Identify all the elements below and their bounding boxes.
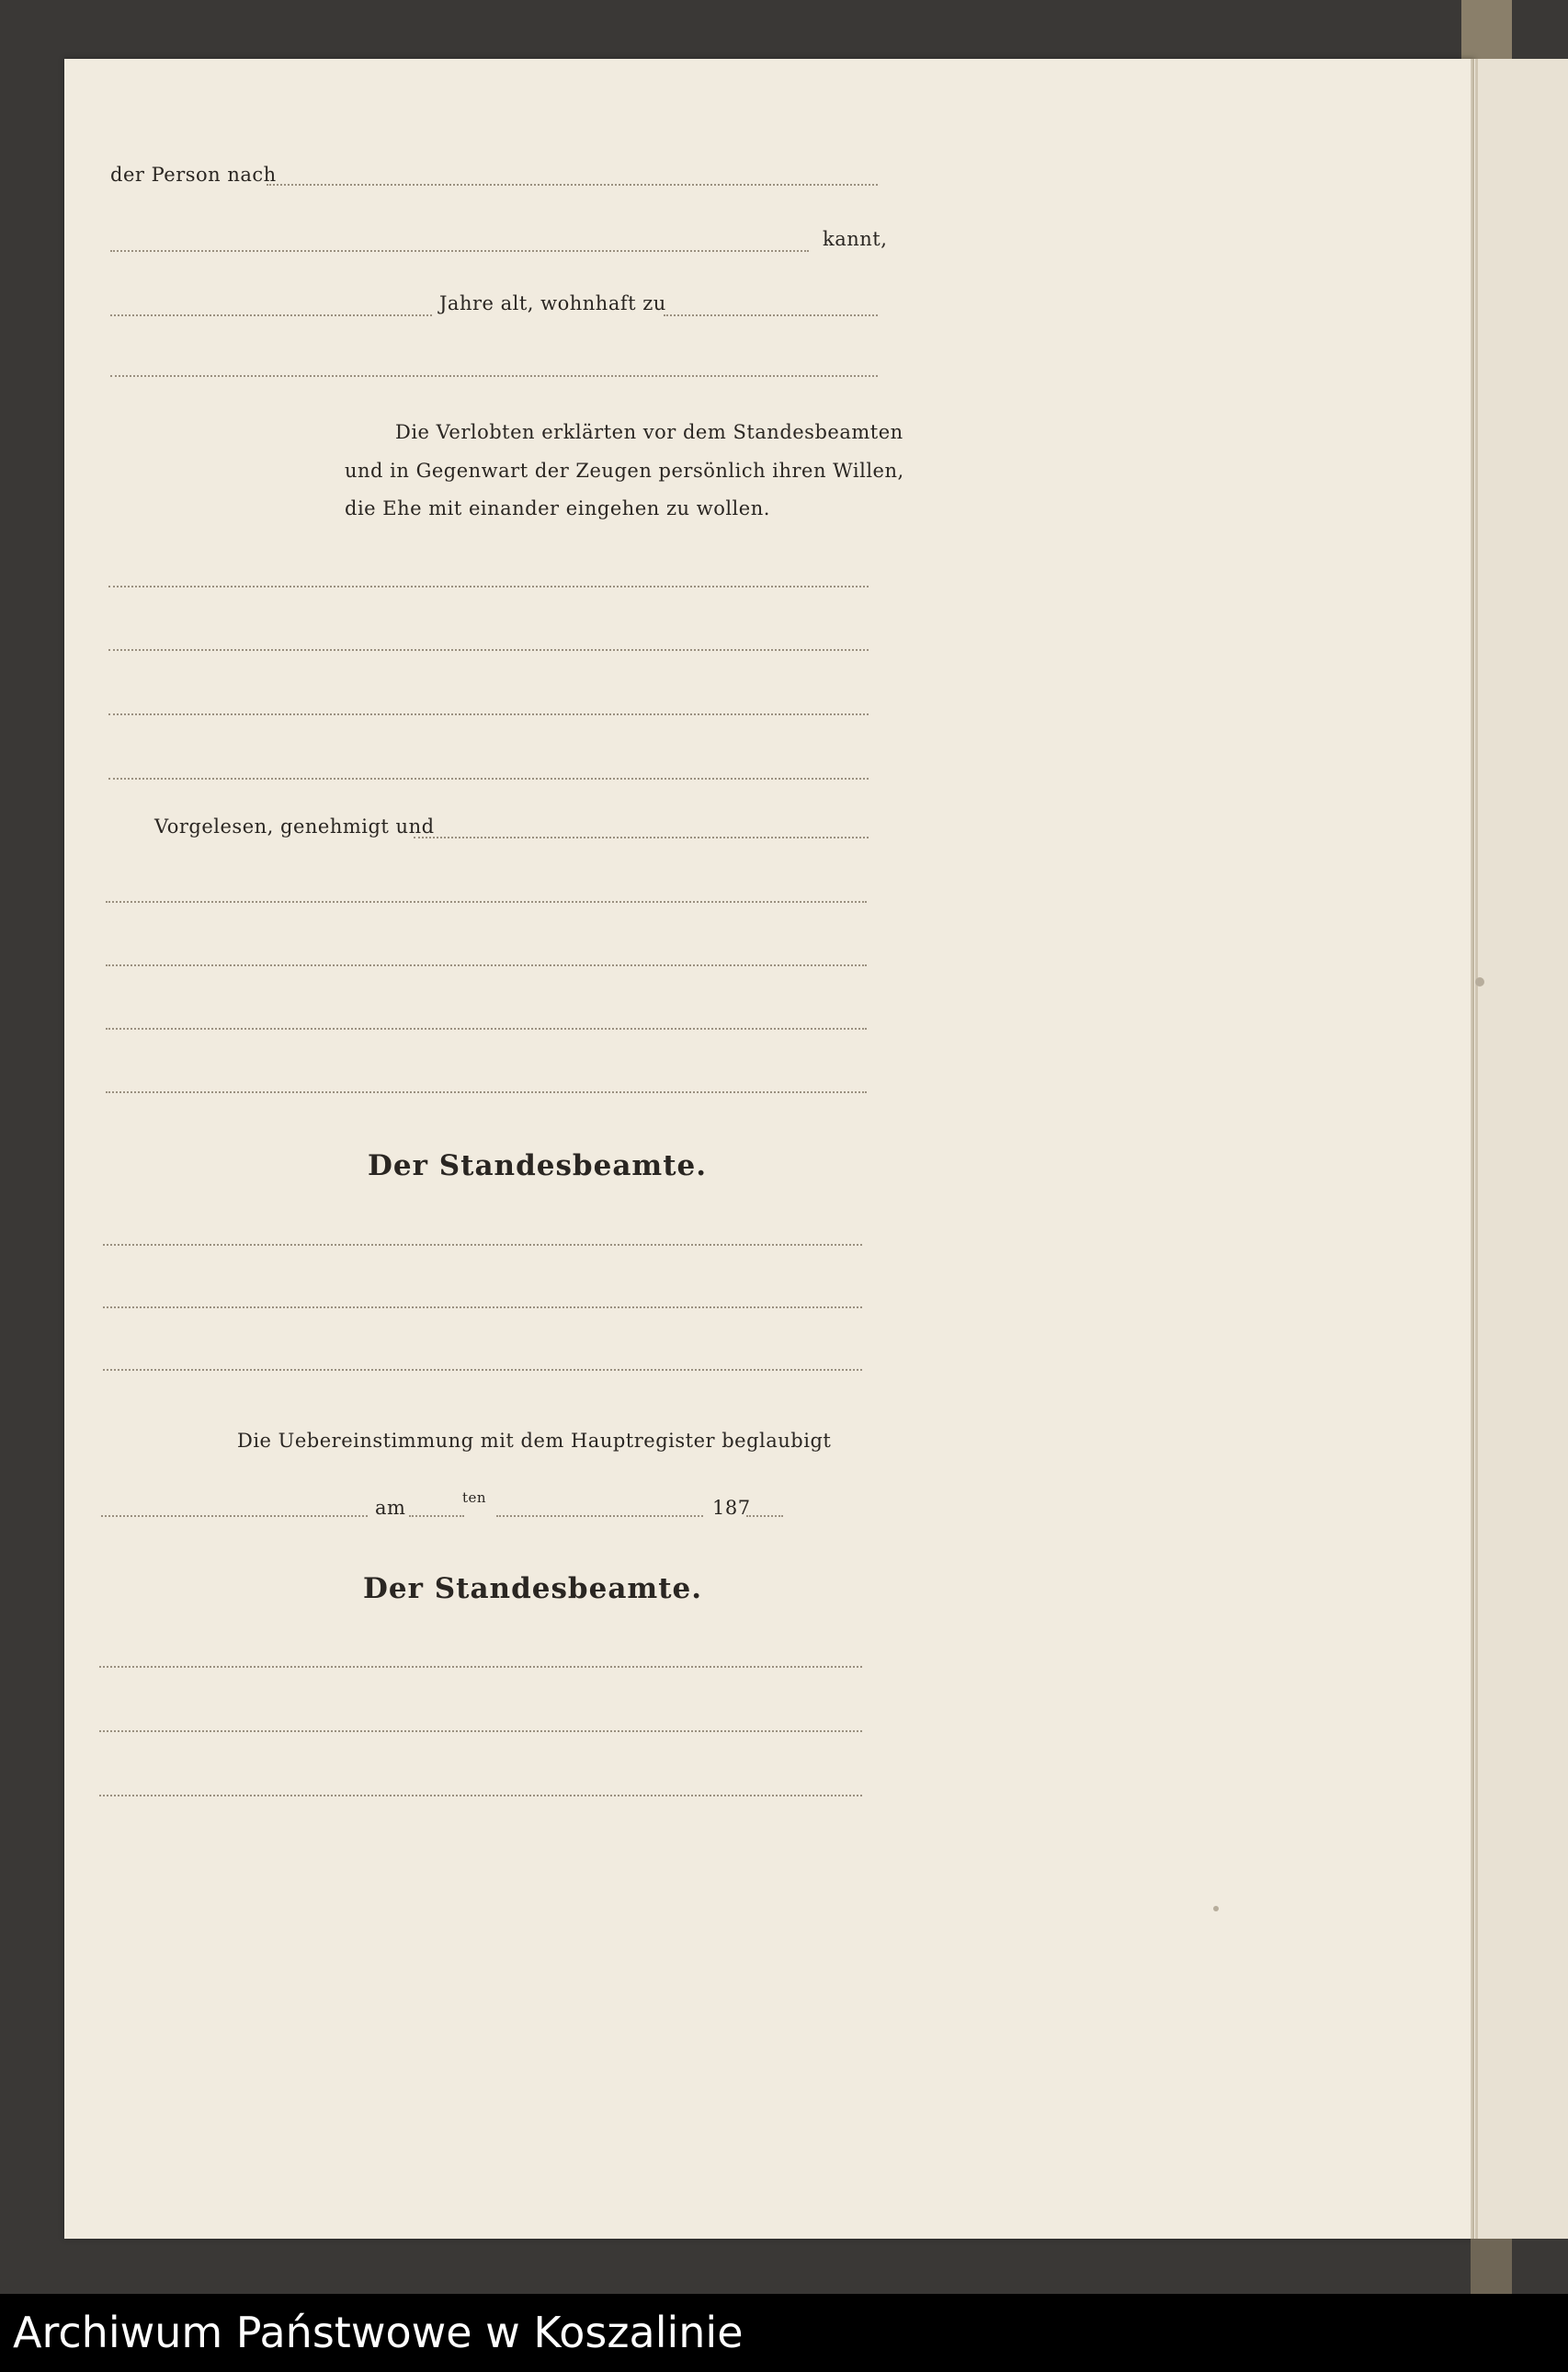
facing-page-strip (1475, 59, 1568, 2239)
kannt-line (110, 250, 809, 252)
registrar-signature-line (99, 1795, 862, 1796)
month-line (496, 1515, 703, 1517)
paper-spot (1213, 1906, 1219, 1911)
blank-line (108, 586, 869, 587)
blank-line (110, 375, 878, 377)
registrar-signature-line (99, 1730, 862, 1732)
kannt-label: kannt, (823, 228, 888, 250)
age-line (110, 314, 432, 316)
registrar-heading-2: Der Standesbeamte. (363, 1572, 703, 1605)
certification-text: Die Uebereinstimmung mit dem Hauptregister beglaubigt (237, 1430, 832, 1452)
registrar-signature-line (103, 1306, 862, 1308)
signature-line (106, 1091, 867, 1093)
declaration-line-3: die Ehe mit einander eingehen zu wollen. (345, 497, 770, 519)
registrar-signature-line (99, 1666, 862, 1668)
day-line (409, 1515, 464, 1517)
person-label: der Person nach (110, 164, 277, 186)
residence-line (664, 314, 878, 316)
signature-line (106, 964, 867, 966)
date-am-label: am (375, 1497, 406, 1519)
signature-line (414, 837, 869, 838)
registrar-signature-line (103, 1369, 862, 1371)
declaration-line-1: Die Verlobten erklärten vor dem Standesbeamten (395, 421, 903, 443)
read-approved-label: Vorgelesen, genehmigt und (154, 815, 435, 838)
declaration-line-2: und in Gegenwart der Zeugen persönlich ihren Willen, (345, 460, 904, 482)
year-line (746, 1515, 783, 1517)
page-fold (1471, 59, 1474, 2239)
blank-line (108, 713, 869, 715)
date-ten-label: ten (462, 1489, 487, 1506)
page-edge-tab (1461, 0, 1512, 59)
paper-spot (1475, 977, 1484, 986)
person-line (267, 184, 878, 186)
document-page (64, 59, 1475, 2239)
archive-caption: Archiwum Państwowe w Koszalinie (0, 2294, 1568, 2372)
age-residence-label: Jahre alt, wohnhaft zu (439, 292, 666, 314)
blank-line (108, 778, 869, 780)
registrar-heading: Der Standesbeamte. (368, 1149, 708, 1182)
signature-line (106, 1028, 867, 1030)
signature-line (106, 901, 867, 903)
registrar-signature-line (103, 1244, 862, 1246)
blank-line (108, 649, 869, 651)
place-line (101, 1515, 368, 1517)
page-edge-tab-bottom (1471, 2239, 1512, 2294)
year-label: 187 (712, 1497, 751, 1519)
